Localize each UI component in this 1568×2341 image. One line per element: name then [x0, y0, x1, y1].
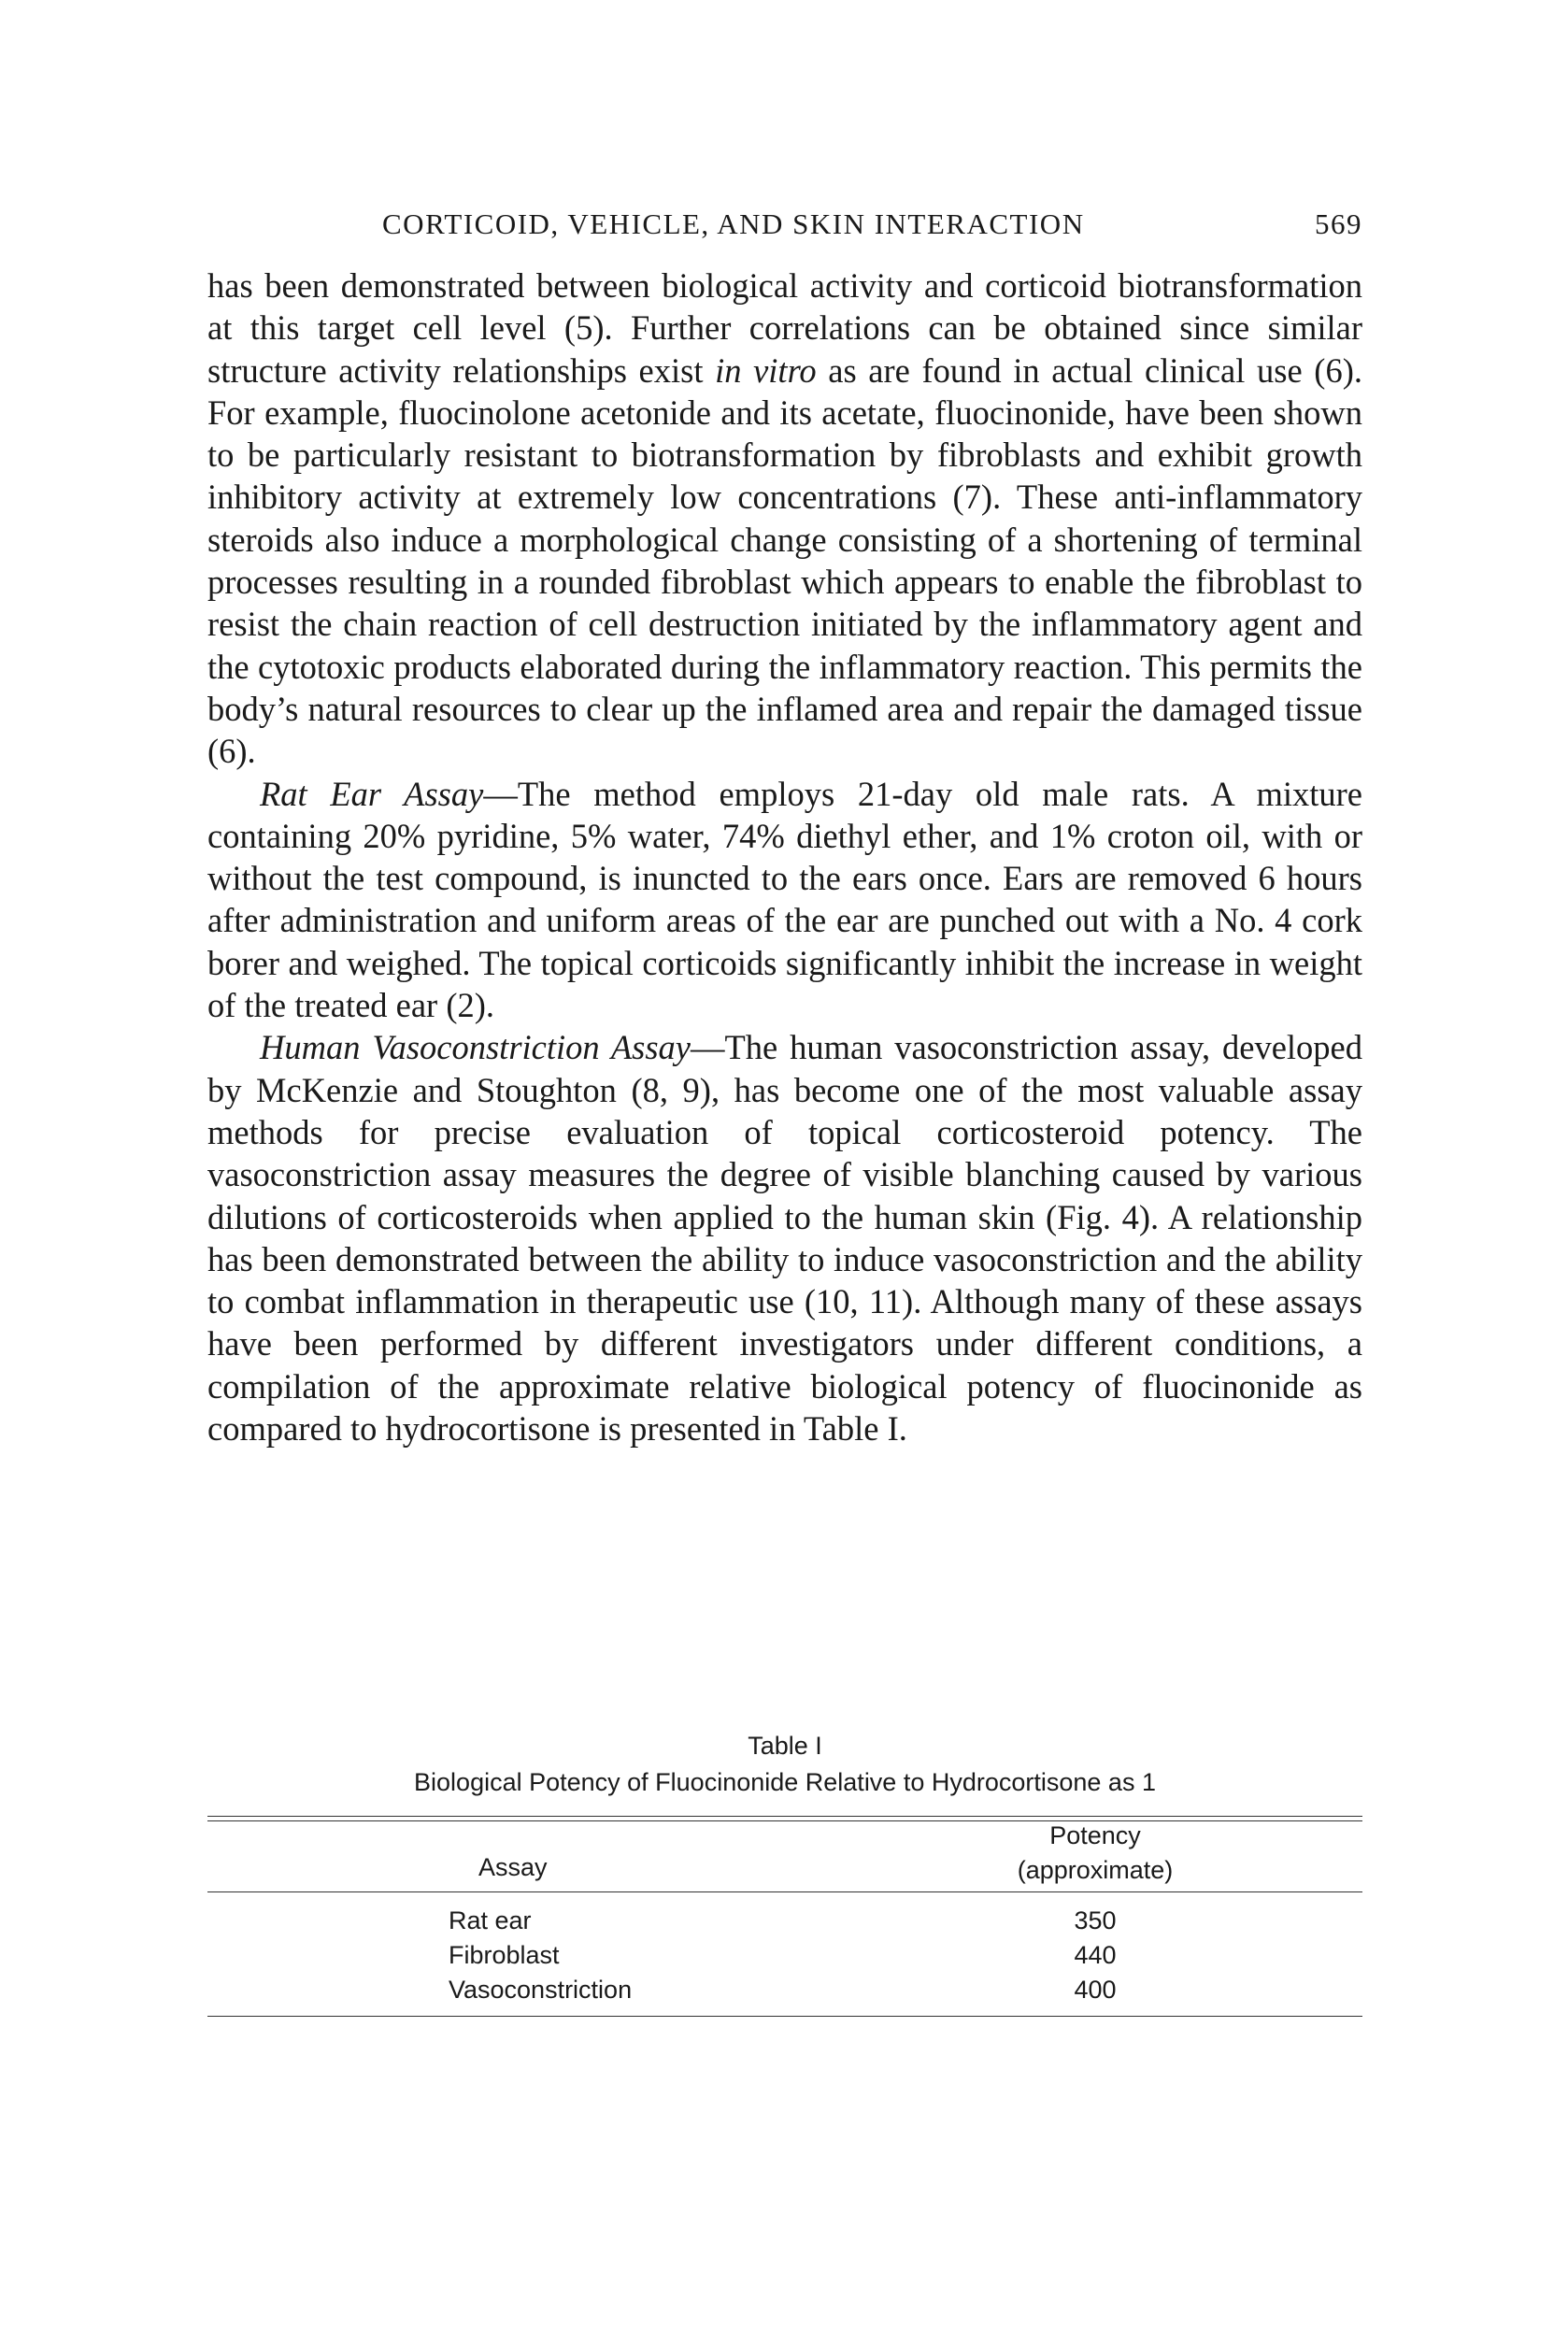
paragraph-text: as are found in actual clinical use (6). For example, fluocinolone acetonide and its acetate, fluocinonide, have been shown to be particularly resistant to biotransformation by fibroblasts and exhibit growth inhibitory activity at extremely low concentrations (7). These anti-inflammatory steroids also induce a morphological change consisting of a shortening of terminal processes resulting in a rounded fibroblast which appears to enable the fibroblast to resist the chain reaction of cell destruction initiated by the inflammatory agent and the cytotoxic products elaborated during the inflammatory reaction. This permits the body’s natural resources to clear up the inflamed area and repair the damaged tissue (6).	[207, 350, 1362, 771]
cell-assay: Fibroblast	[449, 1941, 560, 1969]
table-top-rule	[207, 1816, 1362, 1817]
paragraph-continuation	[207, 264, 1362, 773]
section-heading-rat-ear-assay: Rat Ear Assay	[260, 774, 484, 813]
paragraph-vasoconstriction-assay	[207, 1026, 1362, 1449]
paragraph-text: —The human vasoconstriction assay, developed by McKenzie and Stoughton (8, 9), has become one of the most valuable assay methods for precise evaluation of topical corticosteroid potency. The vasoconstriction assay measures the degree of visible blanching caused by various dilutions of corticosteroids when applied to the human skin (Fig. 4). A relationship has been demonstrated between the ability to induce vasoconstriction and the ability to combat inflammation in therapeutic use (10, 11). Although many of these assays have been performed by different investigators under different conditions, a compilation of the approximate relative biological potency of fluocinonide as compared to hydrocortisone is presented in Table I.	[207, 1028, 1362, 1449]
column-header-potency-line1: Potency	[1049, 1821, 1141, 1849]
column-header-potency	[992, 1819, 1198, 1888]
cell-assay: Rat ear	[449, 1906, 532, 1934]
running-title: CORTICOID, VEHICLE, AND SKIN INTERACTION	[382, 207, 1085, 240]
cell-potency: 400	[1074, 1976, 1117, 2004]
table-title: Biological Potency of Fluocinonide Relative to Hydrocortisone as 1	[414, 1768, 1156, 1796]
cell-potency: 440	[1074, 1941, 1117, 1969]
section-heading-vasoconstriction-assay: Human Vasoconstriction Assay	[260, 1028, 691, 1067]
cell-potency: 350	[1074, 1906, 1117, 1934]
table-header-rule	[207, 1891, 1362, 1892]
table-row	[207, 1941, 1362, 1975]
table-row	[207, 1906, 1362, 1940]
cell-assay: Vasoconstriction	[449, 1976, 633, 2004]
column-header-assay: Assay	[478, 1853, 548, 1881]
running-head	[207, 207, 1362, 245]
table-number: Table I	[748, 1732, 822, 1760]
page-number: 569	[1315, 207, 1362, 240]
paragraph-text: has been demonstrated between biological activity and corticoid biotransformation at this target cell level (5). Further correlations can be obtained since similar structure activity relationships exist	[207, 266, 1362, 390]
paragraph-text: —The method employs 21-day old male rats. A mixture containing 20% pyridine, 5% water, 74% diethyl ether, and 1% croton oil, with or without the test compound, is inuncted to the ears once. Ears are removed 6 hours after administration and uniform areas of the ear are punched out with a No. 4 cork borer and weighed. The topical corticoids significantly inhibit the increase in weight of the treated ear (2).	[207, 774, 1362, 1025]
table-row	[207, 1976, 1362, 2009]
table-bottom-rule	[207, 2016, 1362, 2017]
italic-term: in vitro	[715, 350, 817, 390]
paragraph-rat-ear-assay	[207, 773, 1362, 1027]
body-text	[207, 264, 1362, 1449]
column-header-potency-line2: (approximate)	[1017, 1856, 1174, 1884]
